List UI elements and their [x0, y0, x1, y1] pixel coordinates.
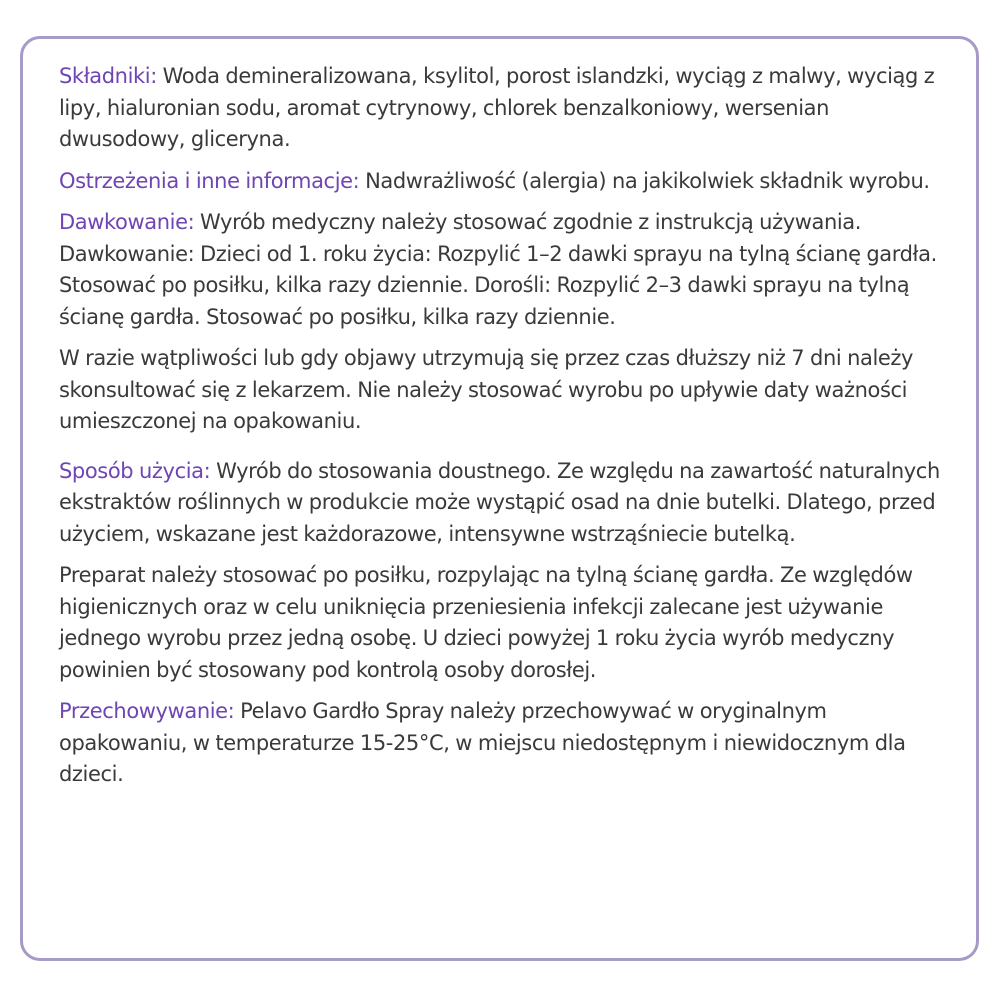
storage-text: Pelavo Gardło Spray należy przechowywać w oryginalnym opakowaniu, w temperaturze 15-25°C, w miejscu niedostępnym i niewidocznym dla dzieci.	[59, 699, 906, 786]
ingredients-section	[59, 61, 944, 156]
ingredients-text: Woda demineralizowana, ksylitol, porost islandzki, wyciąg z malwy, wyciąg z lipy, hialuronian sodu, aromat cytrynowy, chlorek benzalkoniowy, wersenian dwusodowy, gliceryna.	[59, 64, 935, 151]
storage-label: Przechowywanie:	[59, 699, 235, 723]
dosage-text: Wyrób medyczny należy stosować zgodnie z instrukcją używania. Dawkowanie: Dzieci od 1. roku życia: Rozpylić 1–2 dawki sprayu na tylną ścianę gardła. Stosować po posiłku, kilka razy dziennie. Dorośli: Rozpylić 2–3 dawki sprayu na tylną ścianę gardła. Stosować po posiłku, kilka razy dziennie.	[59, 210, 937, 329]
preparation-paragraph: Preparat należy stosować po posiłku, rozpylając na tylną ścianę gardła. Ze względów higienicznych oraz w celu uniknięcia przeniesienia infekcji zalecane jest używanie jednego wyrobu przez jedną osobę. U dzieci powyżej 1 roku życia wyrób medyczny powinien być stosowany pod kontrolą osoby dorosłej.	[59, 563, 913, 682]
leaflet-card	[20, 36, 979, 961]
dosage-section	[59, 207, 944, 333]
storage-section	[59, 696, 944, 791]
dosage-label: Dawkowanie:	[59, 210, 195, 234]
usage-label: Sposób użycia:	[59, 458, 211, 483]
warnings-section	[59, 166, 944, 198]
warnings-text: Nadwrażliwość (alergia) na jakikolwiek składnik wyrobu.	[359, 168, 930, 193]
ingredients-label: Składniki:	[59, 64, 157, 88]
usage-section	[59, 456, 944, 551]
doubts-paragraph: W razie wątpliwości lub gdy objawy utrzymują się przez czas dłuższy niż 7 dni należy skonsultować się z lekarzem. Nie należy stosować wyrobu po upływie daty ważności umieszczonej na opakowaniu.	[59, 346, 914, 433]
warnings-label: Ostrzeżenia i inne informacje:	[59, 168, 360, 193]
usage-text: Wyrób do stosowania doustnego. Ze względu na zawartość naturalnych ekstraktów roślinnych w produkcie może wystąpić osad na dnie butelki. Dlatego, przed użyciem, wskazane jest każdorazowe, intensywne wstrząśniecie butelką.	[59, 458, 940, 546]
